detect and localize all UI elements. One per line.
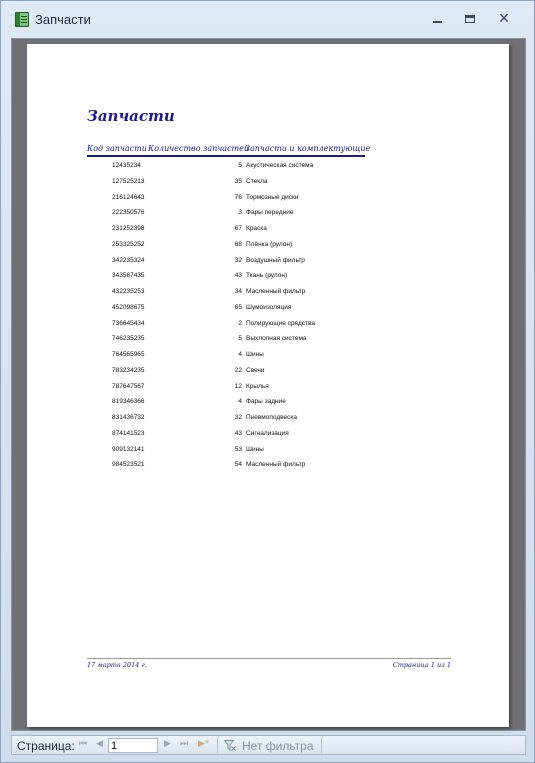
close-button[interactable]: ✕: [498, 11, 510, 27]
table-row: [87, 317, 387, 333]
previous-page-button[interactable]: ◀: [96, 739, 103, 749]
cell-name: Шины: [246, 445, 264, 453]
cell-name: Сигнализация: [246, 429, 289, 437]
footer-page-number: Страница 1 из 1: [392, 661, 451, 669]
cell-qty: 43: [234, 272, 242, 280]
cell-qty: 22: [234, 366, 242, 374]
page-label: Страница:: [17, 739, 75, 753]
page-number-input[interactable]: [108, 738, 158, 753]
cell-code: 787647567: [112, 382, 145, 390]
cell-name: Пневмоподвеска: [246, 414, 297, 421]
cell-code: 909132141: [112, 445, 145, 453]
cell-qty: 5: [238, 162, 242, 169]
cell-name: Выхлопная система: [246, 335, 307, 343]
nav-separator: [217, 738, 218, 753]
filter-icon[interactable]: [224, 740, 236, 751]
cell-name: Краска: [246, 225, 267, 232]
minimize-button[interactable]: [428, 11, 446, 27]
cell-code: 432235253: [112, 288, 145, 295]
cell-name: Полирующие средства: [246, 319, 315, 327]
cell-code: 12435234: [112, 162, 141, 169]
cell-code: 783234235: [112, 366, 145, 374]
filter-status[interactable]: Нет фильтра: [242, 739, 314, 753]
table-row: [87, 191, 387, 207]
cell-name: Тормозные диски: [246, 193, 299, 201]
cell-code: 127525213: [112, 177, 145, 185]
print-preview-area[interactable]: [11, 38, 526, 731]
cell-code: 222350576: [112, 209, 145, 217]
next-page-button[interactable]: ▶: [164, 739, 171, 749]
cell-name: Масленный фильтр: [246, 461, 306, 469]
cell-code: 874141523: [112, 429, 145, 437]
cell-qty: 32: [234, 414, 242, 421]
table-row: [87, 332, 387, 348]
table-row: [87, 411, 387, 427]
cell-code: 984523521: [112, 461, 145, 469]
report-rows: [87, 159, 387, 474]
table-row: [87, 380, 387, 396]
table-row: [87, 254, 387, 270]
table-row: [87, 458, 387, 474]
header-name: Запчасти и комплектующие: [245, 144, 371, 153]
cell-name: Шумоизоляция: [246, 303, 292, 311]
table-row: [87, 159, 387, 175]
table-row: [87, 238, 387, 254]
cell-code: 831436732: [112, 414, 145, 421]
new-record-button[interactable]: ▶*: [198, 739, 210, 749]
cell-code: 231252398: [112, 225, 145, 232]
footer-divider: [87, 658, 451, 659]
cell-qty: 76: [234, 193, 242, 201]
report-icon: [15, 12, 29, 27]
cell-qty: 53: [234, 445, 242, 453]
report-title: Запчасти: [87, 107, 175, 125]
cell-qty: 2: [238, 319, 242, 327]
cell-qty: 12: [234, 382, 242, 390]
nav-separator: [321, 738, 322, 753]
cell-name: Плёнка (рулон): [246, 240, 293, 248]
cell-name: Шины: [246, 351, 264, 358]
cell-qty: 3: [238, 209, 242, 217]
cell-qty: 54: [234, 461, 242, 469]
cell-name: Свечи: [246, 366, 265, 374]
cell-qty: 35: [234, 177, 242, 185]
table-row: [87, 364, 387, 380]
cell-code: 764565965: [112, 351, 145, 358]
table-row: [87, 206, 387, 222]
cell-name: Ткань (рулон): [246, 272, 288, 280]
cell-code: 253325252: [112, 240, 145, 248]
cell-code: 216124643: [112, 193, 145, 201]
table-row: [87, 301, 387, 317]
minimize-icon: [433, 21, 442, 23]
table-row: [87, 175, 387, 191]
cell-qty: 5: [238, 335, 242, 343]
report-page: [27, 44, 509, 727]
header-qty: Количество запчастей: [148, 144, 250, 153]
cell-qty: 4: [238, 351, 242, 358]
cell-code: 746235235: [112, 335, 145, 343]
cell-code: 343567435: [112, 272, 145, 280]
table-row: [87, 395, 387, 411]
first-page-button[interactable]: ⏮: [79, 739, 88, 749]
table-row: [87, 269, 387, 285]
cell-name: Акустическая система: [246, 162, 314, 169]
cell-qty: 4: [238, 398, 242, 406]
table-row: [87, 427, 387, 443]
cell-name: Фары задние: [246, 398, 286, 406]
maximize-icon: [465, 15, 475, 23]
maximize-button[interactable]: [461, 11, 479, 27]
footer-date: 17 марта 2014 г.: [87, 661, 147, 669]
table-row: [87, 285, 387, 301]
table-row: [87, 443, 387, 459]
column-headers: [87, 144, 371, 157]
cell-code: 342235324: [112, 256, 145, 264]
title-bar[interactable]: [1, 1, 534, 37]
cell-code: 819346366: [112, 398, 145, 406]
header-code: Код запчасти: [87, 144, 147, 153]
cell-code: 452098675: [112, 303, 145, 311]
cell-qty: 43: [234, 429, 242, 437]
cell-qty: 67: [234, 225, 242, 232]
cell-name: Стекла: [246, 177, 268, 185]
last-page-button[interactable]: ⏭: [180, 739, 189, 749]
cell-code: 736645434: [112, 319, 145, 327]
cell-name: Фары передние: [246, 209, 294, 217]
cell-qty: 32: [234, 256, 242, 264]
cell-qty: 65: [234, 303, 242, 311]
table-row: [87, 348, 387, 364]
cell-qty: 68: [234, 240, 242, 248]
table-row: [87, 222, 387, 238]
record-navigation-bar: [11, 735, 526, 755]
cell-name: Масленный фильтр: [246, 288, 306, 295]
cell-name: Крылья: [246, 382, 269, 390]
window-title: Запчасти: [35, 12, 91, 27]
cell-qty: 34: [234, 288, 242, 295]
cell-name: Воздушный фильтр: [246, 256, 305, 264]
